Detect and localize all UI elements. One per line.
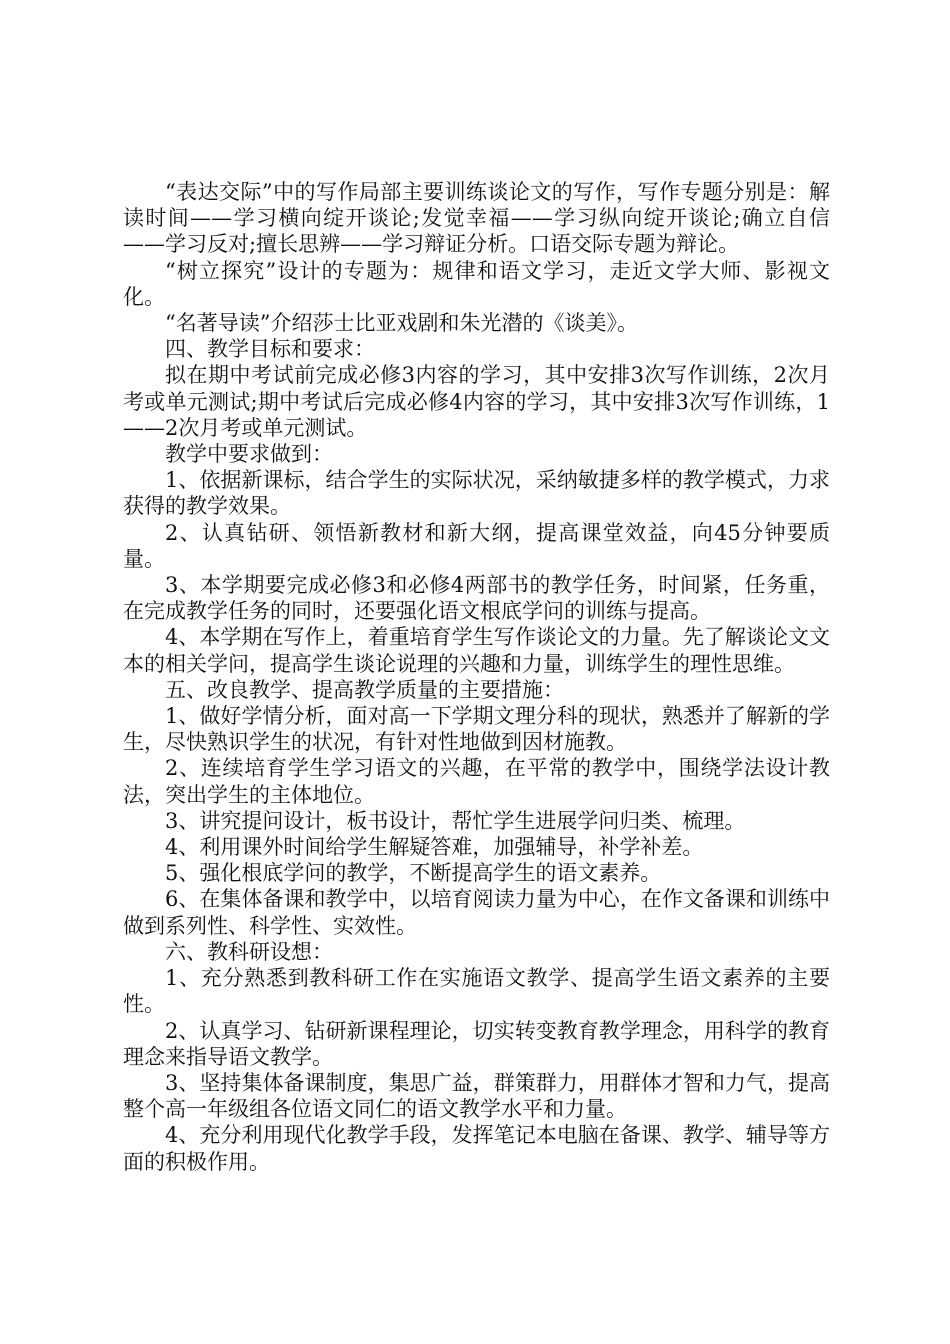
list-item-requirement-2: 2、认真钻研、领悟新教材和新大纲，提高课堂效益，向45分钟要质量。: [123, 520, 830, 571]
paragraph-writing-section: “表达交际”中的写作局部主要训练谈论文的写作，写作专题分别是：解读时间——学习横向绽开谈论;发觉幸福——学习纵向绽开谈论;确立自信——学习反对;擅长思辨——学习辩证分析。口语交际专题为辩论。: [123, 180, 830, 257]
heading-improvement-measures: 五、改良教学、提高教学质量的主要措施：: [165, 677, 564, 702]
list-item-research-4: 4、充分利用现代化教学手段，发挥笔记本电脑在备课、教学、辅导等方面的积极作用。: [123, 1123, 830, 1174]
list-item-research-3: 3、坚持集体备课制度，集思广益，群策群力，用群体才智和力气，提高整个高一年级组各位语文同仁的语文教学水平和力量。: [123, 1070, 830, 1122]
paragraph-schedule: 拟在期中考试前完成必修3内容的学习，其中安排3次写作训练，2次月考或单元测试;期中考试后完成必修4内容的学习，其中安排3次写作训练，1——2次月考或单元测试。: [123, 363, 830, 440]
list-item-measure-3: 3、讲究提问设计，板书设计，帮忙学生进展学问归类、梳理。: [165, 808, 746, 833]
list-item-measure-4: 4、利用课外时间给学生解疑答难，加强辅导，补学补差。: [165, 835, 704, 860]
document-body: [123, 179, 830, 1175]
list-item-research-1: 1、充分熟悉到教科研工作在实施语文教学、提高学生语文素养的主要性。: [123, 966, 830, 1017]
list-item-requirement-1: 1、依据新课标，结合学生的实际状况，采纳敏捷多样的教学模式，力求获得的教学效果。: [123, 468, 830, 519]
list-item-measure-5: 5、强化根底学问的教学，不断提高学生的语文素养。: [165, 861, 662, 886]
list-item-research-2: 2、认真学习、钻研新课程理论，切实转变教育教学理念，用科学的教育理念来指导语文教学。: [123, 1018, 830, 1069]
paragraph-requirements-intro: 教学中要求做到：: [165, 442, 333, 467]
paragraph-classics-guide: “名著导读”介绍莎士比亚戏剧和朱光潜的《谈美》。: [165, 311, 638, 336]
paragraph-inquiry-section: “树立探究”设计的专题为：规律和语文学习，走近文学大师、影视文化。: [123, 258, 830, 309]
list-item-measure-2: 2、连续培育学生学习语文的兴趣，在平常的教学中，围绕学法设计教法，突出学生的主体地位。: [123, 756, 830, 807]
list-item-measure-6: 6、在集体备课和教学中，以培育阅读力量为中心，在作文备课和训练中做到系列性、科学性、实效性。: [123, 887, 830, 938]
list-item-requirement-4: 4、本学期在写作上，着重培育学生写作谈论文的力量。先了解谈论文文本的相关学问，提高学生谈论说理的兴趣和力量，训练学生的理性思维。: [123, 625, 830, 676]
list-item-measure-1: 1、做好学情分析，面对高一下学期文理分科的现状，熟悉并了解新的学生，尽快熟识学生的状况，有针对性地做到因材施教。: [123, 704, 830, 755]
heading-research-plan: 六、教科研设想：: [165, 939, 333, 964]
heading-teaching-goals: 四、教学目标和要求：: [165, 337, 375, 362]
list-item-requirement-3: 3、本学期要完成必修3和必修4两部书的教学任务，时间紧，任务重，在完成教学任务的同时，还要强化语文根底学问的训练与提高。: [123, 573, 830, 624]
